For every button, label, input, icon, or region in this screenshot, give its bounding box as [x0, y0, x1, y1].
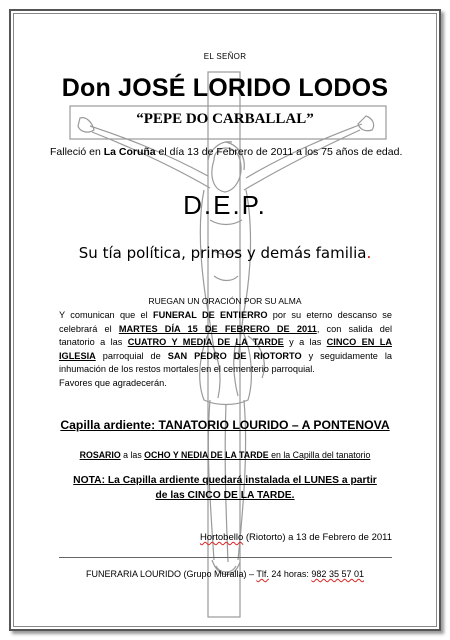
- dep-heading: D.E.P.: [183, 190, 267, 220]
- text-segment: Y comunican que el: [59, 310, 153, 320]
- paragraph-line-2: [59, 323, 392, 337]
- funeral-home-name: FUNERARIA LOURIDO (Grupo Muralla) –: [86, 569, 257, 579]
- death-notice-line: [50, 146, 403, 158]
- departure-time: CUATRO Y MEDIA DE LA TARDE: [127, 337, 284, 348]
- prayer-request: RUEGAN UN ORACIÓN POR SU ALMA: [148, 296, 302, 306]
- paragraph-line-3: [59, 336, 392, 350]
- paragraph-line-5: inhumación de los restos mortales en el cementerio parroquial.: [59, 364, 315, 375]
- text-segment: y a las: [283, 337, 327, 348]
- death-suffix: el día 13 de Febrero de 2011 a los 75 años de edad.: [155, 146, 403, 158]
- el-senor-label: EL SEÑOR: [203, 52, 247, 61]
- paragraph-line-6: Favores que agradecerán.: [59, 377, 167, 388]
- text-segment: a las: [120, 450, 145, 460]
- text-segment: parroquial de: [95, 350, 168, 361]
- text-segment: celebrará el: [59, 323, 119, 334]
- parish-name: SAN PEDRO DE RIOTORTO: [167, 350, 302, 361]
- family-text: Su tía política, primos y demás familia: [78, 244, 367, 262]
- place-name: Hortobello: [199, 532, 244, 543]
- place-paren: (Riotorto): [243, 532, 286, 543]
- deceased-name: Don JOSÉ LORIDO LODOS: [61, 74, 389, 102]
- text-segment: , con salida del: [316, 323, 392, 334]
- family-dot: .: [366, 244, 372, 262]
- place-date-line: [180, 532, 392, 543]
- funeral-home-line: [50, 569, 400, 579]
- phone-number: 982 35 57 01: [311, 569, 364, 579]
- text-segment: tanatorio a las: [59, 337, 128, 348]
- signing-date: a 13 de Febrero de 2011: [285, 532, 392, 543]
- funeral-date: MARTES DÍA 15 DE FEBRERO DE 2011: [118, 323, 317, 334]
- paragraph-line-4: [59, 350, 392, 364]
- death-place: La Coruña: [103, 146, 156, 158]
- funeral-paragraph: [59, 309, 392, 391]
- note-text: de las CINCO DE LA TARDE.: [155, 490, 295, 501]
- note-text: NOTA: La Capilla ardiente quedará instalada el LUNES a partir: [73, 475, 377, 486]
- funeral-label: FUNERAL DE ENTIERRO: [153, 310, 268, 320]
- church-time: CINCO EN LA: [326, 337, 392, 348]
- text-segment: 24 horas:: [268, 569, 312, 579]
- chapel-heading: Capilla ardiente: TANATORIO LOURIDO – A PONTENOVA: [60, 418, 390, 432]
- paragraph-line-1: [59, 309, 392, 323]
- deceased-alias: “PEPE DO CARBALLAL”: [136, 111, 314, 127]
- phone-abbrev: Tlf.: [256, 569, 269, 579]
- note-line-1: [50, 475, 400, 486]
- note-line-2: [50, 490, 400, 501]
- death-prefix: Falleció en: [50, 146, 104, 158]
- family-line: [50, 244, 400, 262]
- church-label: IGLESIA: [59, 350, 96, 361]
- rosary-label: ROSARIO: [79, 450, 121, 460]
- rosary-line: [50, 450, 400, 460]
- text-segment: y seguidamente la: [301, 350, 392, 361]
- rosary-time: OCHO Y NEDIA DE LA TARDE: [144, 450, 269, 460]
- footer-divider: [59, 557, 392, 558]
- rosary-place: en la Capilla del tanatorio: [268, 450, 371, 460]
- text-segment: por su eterno descanso se: [267, 310, 392, 320]
